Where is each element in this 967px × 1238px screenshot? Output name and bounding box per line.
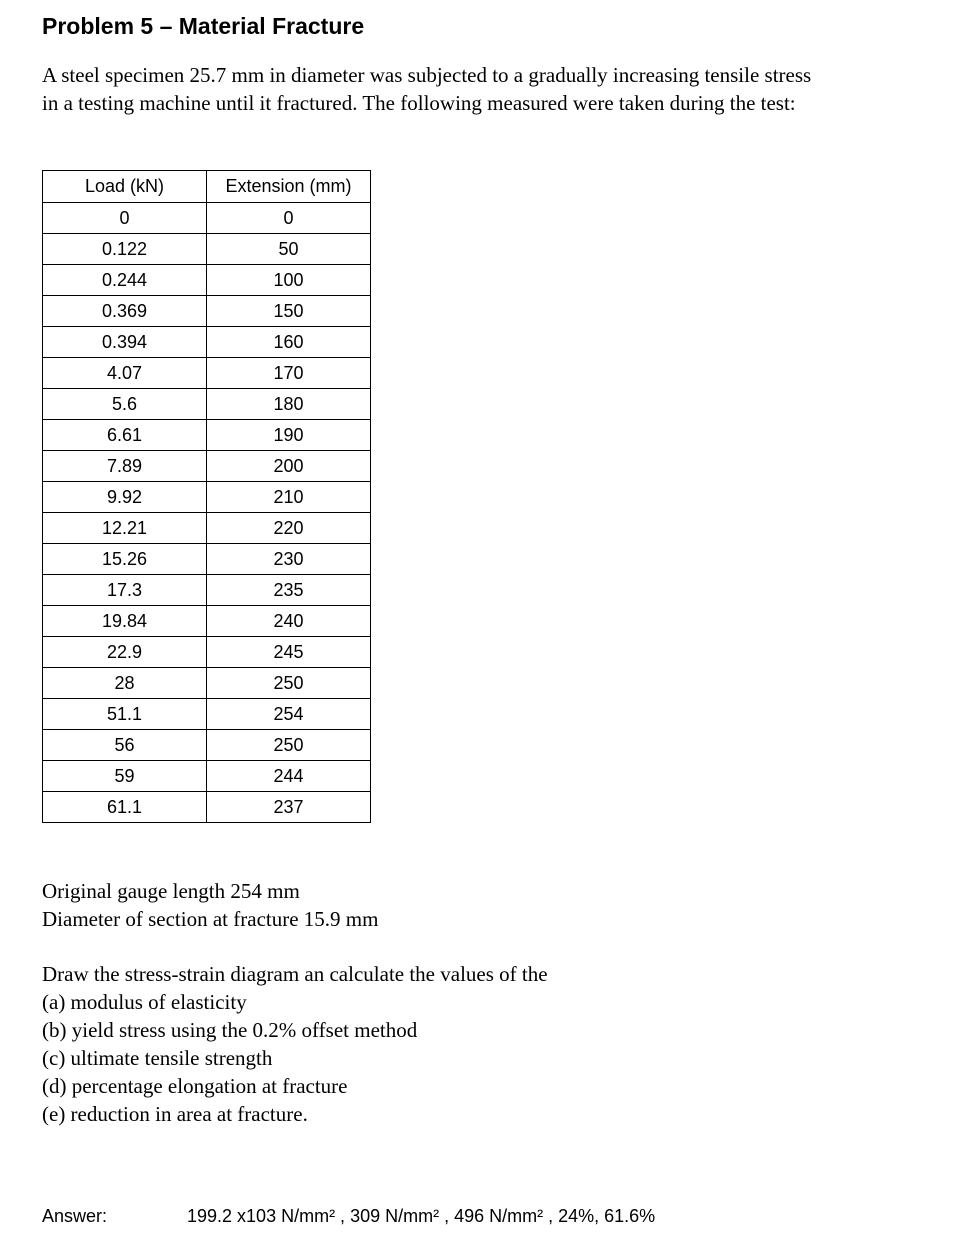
answer-values: 199.2 x103 N/mm² , 309 N/mm² , 496 N/mm² , 24%, 61.6% [187, 1206, 656, 1226]
extension-cell: 245 [207, 637, 371, 668]
load-cell: 61.1 [43, 792, 207, 823]
table-row [43, 389, 371, 420]
extension-cell: 180 [207, 389, 371, 420]
gauge-length-text: Original gauge length 254 mm [42, 879, 300, 903]
load-extension-table [42, 170, 371, 823]
load-cell: 9.92 [43, 482, 207, 513]
extension-cell: 200 [207, 451, 371, 482]
extension-cell: 237 [207, 792, 371, 823]
table-row [43, 513, 371, 544]
extension-cell: 0 [207, 203, 371, 234]
load-cell: 56 [43, 730, 207, 761]
load-cell: 17.3 [43, 575, 207, 606]
table-row [43, 482, 371, 513]
table-row [43, 699, 371, 730]
table-row [43, 792, 371, 823]
task-item: (a) modulus of elasticity [42, 990, 247, 1014]
extension-cell: 250 [207, 668, 371, 699]
load-cell: 19.84 [43, 606, 207, 637]
given-values [42, 877, 378, 933]
table-row [43, 606, 371, 637]
table-row [43, 265, 371, 296]
table-row [43, 296, 371, 327]
problem-statement [42, 61, 942, 117]
problem-title: Problem 5 – Material Fracture [42, 13, 365, 39]
load-cell: 0 [43, 203, 207, 234]
load-cell: 0.369 [43, 296, 207, 327]
table-row [43, 203, 371, 234]
extension-cell: 240 [207, 606, 371, 637]
load-cell: 59 [43, 761, 207, 792]
load-column-header: Load (kN) [43, 171, 207, 203]
task-intro: Draw the stress-strain diagram an calculate the values of the [42, 962, 548, 986]
load-cell: 5.6 [43, 389, 207, 420]
table-row [43, 637, 371, 668]
table-row [43, 451, 371, 482]
task-list [42, 960, 548, 1128]
load-cell: 15.26 [43, 544, 207, 575]
table-row [43, 575, 371, 606]
statement-line-2: in a testing machine until it fractured. The following measured were taken during the test: [42, 91, 796, 115]
extension-cell: 220 [207, 513, 371, 544]
table-row [43, 730, 371, 761]
statement-line-1: A steel specimen 25.7 mm in diameter was subjected to a gradually increasing tensile stress [42, 63, 812, 87]
load-cell: 0.394 [43, 327, 207, 358]
extension-cell: 244 [207, 761, 371, 792]
load-cell: 0.122 [43, 234, 207, 265]
task-item: (d) percentage elongation at fracture [42, 1074, 348, 1098]
table-row [43, 544, 371, 575]
load-cell: 51.1 [43, 699, 207, 730]
table-row [43, 358, 371, 389]
task-item: (b) yield stress using the 0.2% offset method [42, 1018, 418, 1042]
extension-cell: 150 [207, 296, 371, 327]
extension-cell: 230 [207, 544, 371, 575]
table-row [43, 327, 371, 358]
extension-cell: 190 [207, 420, 371, 451]
table-row [43, 234, 371, 265]
extension-cell: 160 [207, 327, 371, 358]
table-row [43, 761, 371, 792]
load-cell: 0.244 [43, 265, 207, 296]
extension-cell: 254 [207, 699, 371, 730]
extension-cell: 170 [207, 358, 371, 389]
load-cell: 12.21 [43, 513, 207, 544]
load-cell: 28 [43, 668, 207, 699]
load-cell: 4.07 [43, 358, 207, 389]
table-row [43, 420, 371, 451]
table-header-row [43, 171, 371, 203]
extension-cell: 235 [207, 575, 371, 606]
extension-cell: 250 [207, 730, 371, 761]
fracture-diameter-text: Diameter of section at fracture 15.9 mm [42, 907, 379, 931]
load-cell: 22.9 [43, 637, 207, 668]
extension-cell: 100 [207, 265, 371, 296]
load-cell: 6.61 [43, 420, 207, 451]
load-cell: 7.89 [43, 451, 207, 482]
task-item: (e) reduction in area at fracture. [42, 1102, 308, 1126]
task-item: (c) ultimate tensile strength [42, 1046, 273, 1070]
answer-label: Answer: [42, 1206, 108, 1226]
extension-cell: 210 [207, 482, 371, 513]
table-row [43, 668, 371, 699]
extension-column-header: Extension (mm) [207, 171, 371, 203]
extension-cell: 50 [207, 234, 371, 265]
